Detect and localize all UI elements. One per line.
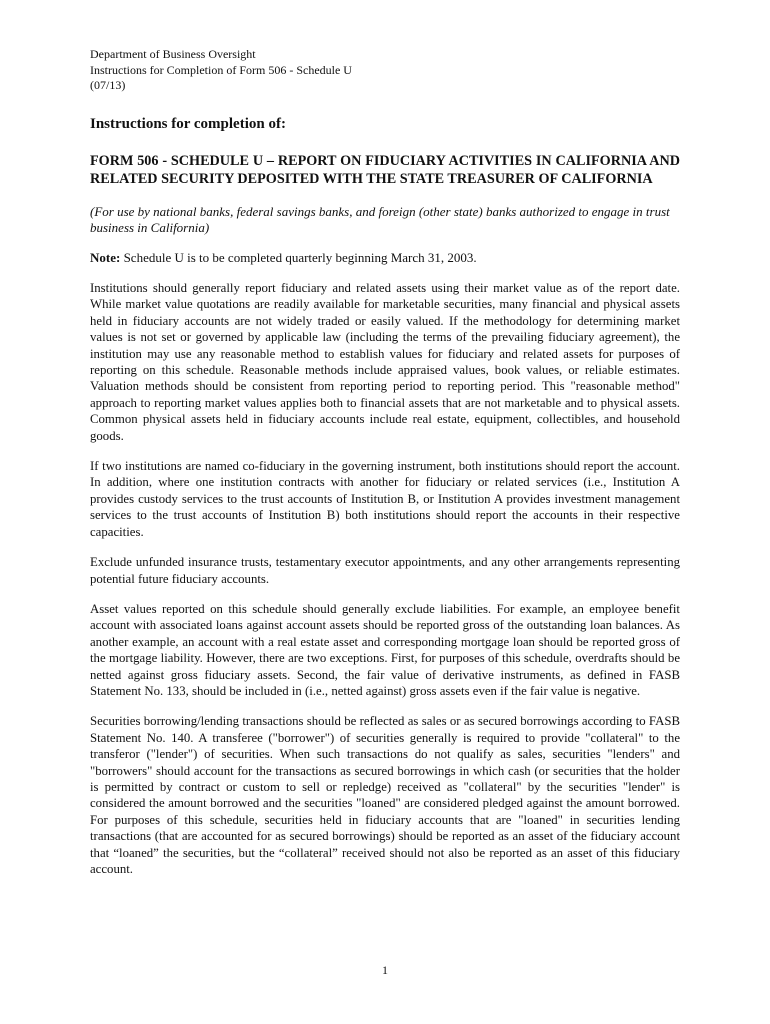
scope-note: (For use by national banks, federal savings banks, and foreign (other state) banks authorized to engage in trust business in California) (90, 203, 670, 235)
document-header (90, 47, 680, 94)
page-number: 1 (382, 963, 388, 977)
paragraph-market-value: Institutions should generally report fiduciary and related assets using their market value as of the report date. While market value quotations are readily available for marketable securities, many financial and physical assets held in fiduciary accounts are not widely traded or easily valued. If the methodology for determining market values is not set or governed by applicable law (including the terms of the prevailing fiduciary agreement), the institution may use any reasonable method to establish values for fiduciary and related assets for purposes of reporting on this schedule. Reasonable methods include appraised values, book values, or reliable estimates. Valuation methods should be consistent from reporting period to reporting period. This "reasonable method" approach to reporting market values applies both to financial assets that are not marketable and to physical assets. Common physical assets held in fiduciary accounts include real estate, equipment, collectibles, and household goods. (90, 281, 680, 443)
note-text: Schedule U is to be completed quarterly beginning March 31, 2003. (120, 249, 477, 265)
department-name: Department of Business Oversight (90, 47, 256, 61)
form-title: FORM 506 - SCHEDULE U – REPORT ON FIDUCIARY ACTIVITIES IN CALIFORNIA AND RELATED SECURITY DEPOSITED WITH THE STATE TREASURER OF CALIFORNIA (90, 152, 680, 187)
paragraph-securities-lending: Securities borrowing/lending transactions should be reflected as sales or as secured borrowings according to FASB Statement No. 140. A transferee ("borrower") of securities generally is required to provide "collateral" to the transferor ("lender") of securities. When such transactions do not qualify as sales, securities "lenders" and "borrowers" should account for the transactions as secured borrowings in which cash (or securities that the holder is permitted by contract or custom to sell or repledge) received as "collateral" by the securities "lender" is considered the amount borrowed and the securities "loaned" are considered pledged against the amount borrowed. For purposes of this schedule, securities held in fiduciary accounts that are "loaned" in securities lending transactions (that are accounted for as secured borrowings) should be reported as an asset of the fiduciary account that “loaned” the securities, but the “collateral” received should not also be reported as an asset of this fiduciary account. (90, 714, 680, 876)
intro-heading: Instructions for completion of: (90, 115, 286, 132)
revision-date: (07/13) (90, 78, 126, 92)
paragraph-exclusions: Exclude unfunded insurance trusts, testamentary executor appointments, and any other arrangements representing potential future fiduciary accounts. (90, 555, 680, 586)
form-instructions-title: Instructions for Completion of Form 506 - Schedule U (90, 62, 352, 77)
paragraph-co-fiduciary: If two institutions are named co-fiduciary in the governing instrument, both institutions should report the account. In addition, where one institution contracts with another for fiduciary or related services (i.e., Institution A provides custody services to the trust accounts of Institution B, or Institution A provides investment management services to the trust accounts of Institution B) both institutions should report the accounts in their respective capacities. (90, 459, 680, 539)
note-label: Note: (90, 249, 121, 265)
paragraph-liabilities: Asset values reported on this schedule should generally exclude liabilities. For example, an employee benefit account with associated loans against account assets should be reported gross of the outstanding loan balances. As another example, an account with a real estate asset and corresponding mortgage loan should be reported gross of the mortgage liability. However, there are two exceptions. First, for purposes of this schedule, overdrafts should be netted against gross fiduciary assets. Second, the fair value of derivative instruments, as defined in FASB Statement No. 133, should be included in (i.e., netted against) gross assets even if the fair value is negative. (90, 601, 680, 698)
note-paragraph (90, 250, 680, 267)
